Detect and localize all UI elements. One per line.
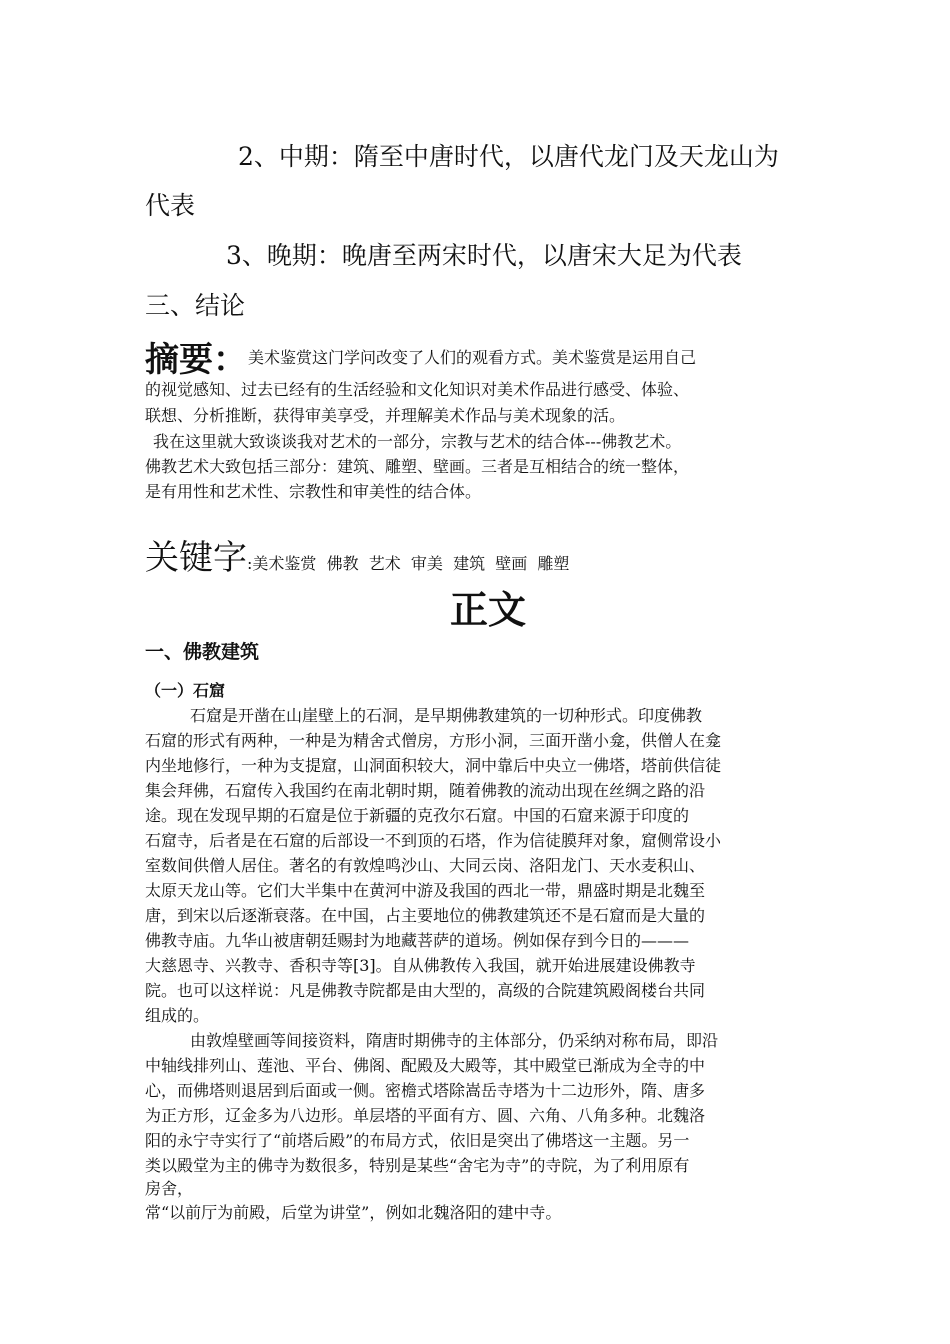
abstract-line-6: 是有用性和艺术性、宗教性和审美性的结合体。 xyxy=(145,482,482,501)
keywords-list: 美术鉴赏 佛教 艺术 审美 建筑 壁画 雕塑 xyxy=(252,554,570,573)
abstract-line-3: 联想、分析推断，获得审美享受，并理解美术作品与美术现象的活。 xyxy=(145,406,626,425)
para1-line-2: 石窟的形式有两种，一种是为精舍式僧房，方形小洞，三面开凿小龛，供僧人在龛 xyxy=(145,731,722,750)
para1-line-9: 唐，到宋以后逐渐衰落。在中国，占主要地位的佛教建筑还不是石窟而是大量的 xyxy=(145,906,706,925)
abstract-line-1: 美术鉴赏这门学问改变了人们的观看方式。美术鉴赏是运用自己 xyxy=(248,348,697,367)
para2-line-3: 心，而佛塔则退居到后面或一侧。密檐式塔除嵩岳寺塔为十二边形外，隋、唐多 xyxy=(145,1081,706,1100)
para1-line-1: 石窟是开凿在山崖壁上的石洞，是早期佛教建筑的一切种形式。印度佛教 xyxy=(190,706,703,725)
abstract-line-5: 佛教艺术大致包括三部分：建筑、雕塑、壁画。三者是互相结合的统一整体， xyxy=(145,457,690,476)
para2-line-6: 类以殿堂为主的佛寺为数很多，特别是某些“舍宅为寺”的寺院，为了利用原有 xyxy=(145,1156,690,1175)
para1-line-3: 内坐地修行，一种为支提窟，山洞面积较大，洞中靠后中央立一佛塔，塔前供信徒 xyxy=(145,756,722,775)
subsection-heading: （一）石窟 xyxy=(145,681,226,700)
outline-item-2-line2: 代表 xyxy=(145,191,196,220)
abstract-line-4: 我在这里就大致谈谈我对艺术的一部分，宗教与艺术的结合体---佛教艺术。 xyxy=(153,432,682,451)
outline-section-3: 三、结论 xyxy=(145,291,246,320)
main-title: 正文 xyxy=(450,588,527,632)
para1-line-13: 组成的。 xyxy=(145,1006,210,1025)
para2-line-4: 为正方形，辽金多为八边形。单层塔的平面有方、圆、六角、八角多种。北魏洛 xyxy=(145,1106,706,1125)
para1-line-7: 室数间供僧人居住。著名的有敦煌鸣沙山、大同云岗、洛阳龙门、天水麦积山、 xyxy=(145,856,706,875)
para2-line-8: 常“以前厅为前殿，后堂为讲堂”，例如北魏洛阳的建中寺。 xyxy=(145,1203,562,1222)
abstract-label: 摘要： xyxy=(145,340,247,380)
para2-line-7: 房舍， xyxy=(145,1179,194,1198)
para1-line-5: 途。现在发现早期的石窟是位于新疆的克孜尔石窟。中国的石窟来源于印度的 xyxy=(145,806,690,825)
outline-item-3: 3、晚期：晚唐至两宋时代，以唐宋大足为代表 xyxy=(226,241,742,270)
para1-line-10: 佛教寺庙。九华山被唐朝廷赐封为地藏菩萨的道场。例如保存到今日的——— xyxy=(145,931,690,950)
keywords-label: 关键字 xyxy=(145,538,247,578)
keywords-separator: : xyxy=(247,554,253,573)
para1-line-4: 集会拜佛，石窟传入我国约在南北朝时期，随着佛教的流动出现在丝绸之路的沿 xyxy=(145,781,706,800)
para1-line-6: 石窟寺，后者是在石窟的后部设一不到顶的石塔，作为信徒膜拜对象，窟侧常设小 xyxy=(145,831,722,850)
para1-line-11: 大慈恩寺、兴教寺、香积寺等[3]。自从佛教传入我国，就开始进展建设佛教寺 xyxy=(145,956,696,975)
para2-line-2: 中轴线排列山、莲池、平台、佛阁、配殿及大殿等，其中殿堂已渐成为全寺的中 xyxy=(145,1056,706,1075)
para1-line-12: 院。也可以这样说：凡是佛教寺院都是由大型的，高级的合院建筑殿阁楼台共同 xyxy=(145,981,706,1000)
keywords-row xyxy=(145,530,569,579)
outline-item-2-line1: 2、中期：隋至中唐时代，以唐代龙门及天龙山为 xyxy=(238,142,779,171)
para1-line-8: 太原天龙山等。它们大半集中在黄河中游及我国的西北一带，鼎盛时期是北魏至 xyxy=(145,881,706,900)
section-heading: 一、佛教建筑 xyxy=(145,641,260,663)
para2-line-1: 由敦煌壁画等间接资料，隋唐时期佛寺的主体部分，仍采纳对称布局，即沿 xyxy=(190,1031,719,1050)
para2-line-5: 阳的永宁寺实行了“前塔后殿”的布局方式，依旧是突出了佛塔这一主题。另一 xyxy=(145,1131,690,1150)
abstract-line-2: 的视觉感知、过去已经有的生活经验和文化知识对美术作品进行感受、体验、 xyxy=(145,380,690,399)
